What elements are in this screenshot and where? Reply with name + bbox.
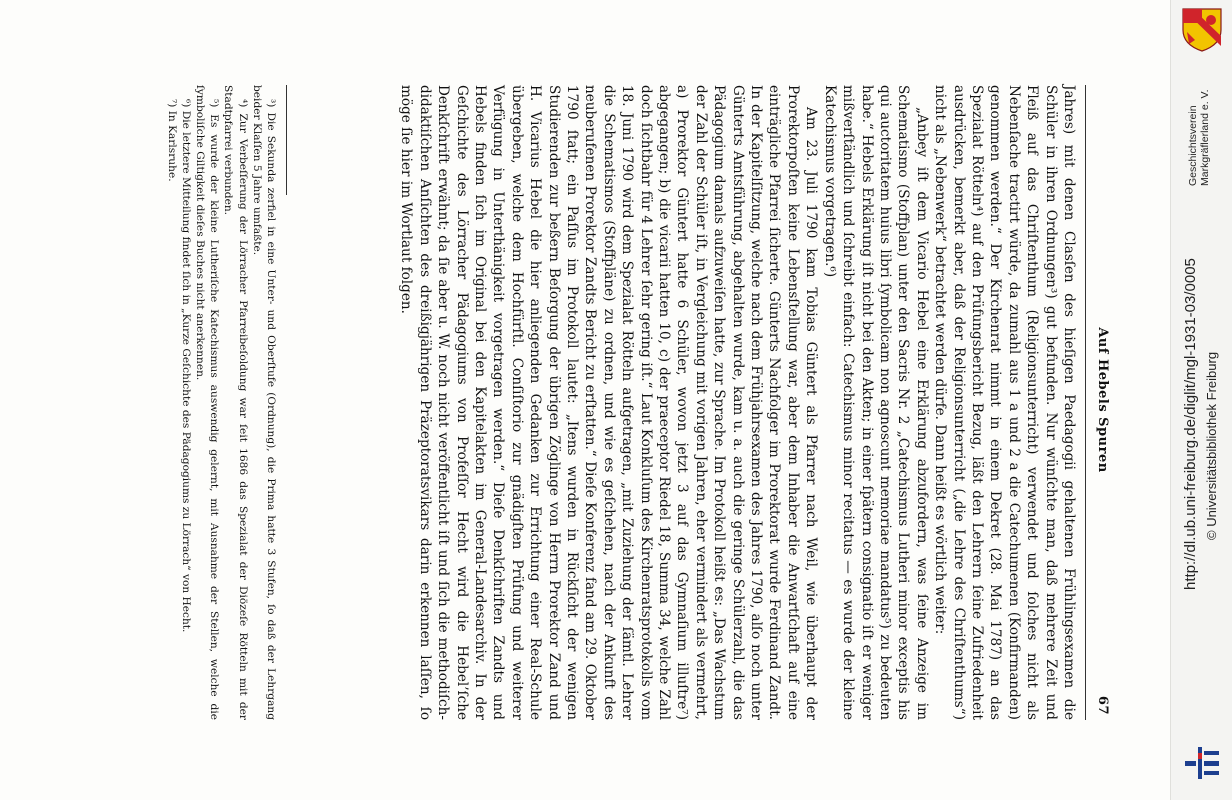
- head-rule: [1085, 85, 1086, 720]
- paragraph: Jahres) mit denen Clasſen des hieſigen Paedagogii gehaltenen Frühlingsexamen die Schüler in ihren Ordnungen³) gut befunden. Nur wünſchte man, daß mehrere Zeit und Fleiß auf das Chriſtenthum (Religionsunterricht) verwendet und ſolches nicht als Nebenſache tractirt würde, da zumahl aus 1 a und 2 a die Catechumenen (Konfirmanden) genommen werden.“ Der Kirchenrat nimmt in einem Dekret (28. Mai 1787) an das Spezialat Rötteln⁴) auf den Prüfungsbericht Bezug, läßt den Lehrern ſeine Zufriedenheit ausdrücken, bemerkt aber, daß der Religionsunterricht („die Lehre des Chriſtenthums“) nicht als „Nebenwerk“ betrachtet werden dürfe. Dann heißt es wörtlich weiter:: [932, 85, 1077, 720]
- running-head: [1086, 85, 1110, 715]
- footnote: ⁷) In Karlsruhe.: [165, 99, 178, 182]
- footnote: ⁴) Zur Verbeſſerung der Lörracher Pfarreibeſoldung war ſeit 1686 das Spezialat der Diözeſe Rötteln mit der Stadtpfarrei verbunden.: [222, 85, 249, 720]
- association-line-2: Markgräflerland e. V.: [1199, 89, 1211, 186]
- coat-of-arms-icon: [1179, 6, 1225, 52]
- footnote: ³) Die Sekunda zerfiel in eine Unter- und Oberſtufe (Ordnung), die Prima hatte 3 Stufen, ſo daß der Lehrgang beider Klaſſen 5 Jahre umfaßte.: [250, 85, 277, 720]
- running-title: Auf Hebels Spuren: [1095, 327, 1110, 473]
- page-number: 67: [1095, 695, 1110, 715]
- copyright-text: © Universitätsbibliothek Freiburg: [1204, 351, 1219, 540]
- library-sidebar: [1170, 0, 1232, 800]
- association-name: [1187, 90, 1211, 187]
- body-text: [397, 85, 1078, 720]
- footnote: ⁶) Die letztere Mitteilung findet ſich in „Kurze Geſchichte des Pädagogiums zu Lörrach“ von Hecht.: [179, 99, 192, 633]
- footnote-rule: [286, 85, 287, 195]
- footnotes: [164, 85, 278, 720]
- paragraph: Am 23. Juli 1790 kam Tobias Güntert als Pfarrer nach Weil, wie überhaupt der Prorektorpoſten keine Lebensſtellung war, aber dem Inhaber die Anwartſchaft auf eine einträgliche Pfarrei ſicherte. Günterts Nachfolger im Prorektorat wurde Ferdinand Zandt. In der Kapitelſitzung, welche nach dem Frühjahrsexamen des Jahres 1790, alſo noch unter Günterts Amtsführung, abgehalten wurde, kam u. a. auch die geringe Schülerzahl, die das Pädagogium damals aufzuweiſen hatte, zur Sprache. Im Protokoll heißt es: „Das Wachstum der Zahl der Schüler iſt, in Vergleichung mit vorigen Jahren, eher vermindert als vermehrt, a) Prorektor Güntert hatte 6 Schüler, wovon jetzt 3 auf das Gymnaſium illuſtre⁷) abgegangen; b) die vicarii hatten 10, c) der praeceptor Riedel 18, Summa 34, welche Zahl doch ſichtbahr für 4 Lehrer ſehr gering iſt.“ Laut Konkluſum des Kirchenratsprotokolls vom 18. Juni 1790 wird dem Spezialat Rötteln aufgetragen, „mit Zuziehung der ſämtl. Lehrer die Schematismos (Stoffpläne) zu ordnen, und wie es geſchehen, nach der Ankunft des neuberufenen Prorektor Zandts Bericht zu erſtatten.“ Dieſe Konferenz fand am 29. Oktober 1790 ſtatt; ein Paſſus im Protokoll lautet: „Itens wurden in Rückſicht der wenigen Studierenden zur beßern Beſorgung der übrigen Zöglinge von Herrn Prorektor Zand und H. Vicarius Hebel die hier anliegenden Gedanken zur Errichtung einer Real-Schule übergeben, welche dem Hochfürſtl. Conſiſtorio zur gnädigſten Prüfung und weiterer Verfügung in Unterthänigkeit vorgetragen werden.“ Dieſe Denkſchriften Zandts und Hebels finden ſich im Original bei den Kapitelakten im General-Landesarchiv. In der Geſchichte des Lörracher Pädagogiums von Profeſſor Hecht wird die Hebel’ſche Denkſchrift erwähnt; da ſie aber u. W. noch nicht veröffentlicht iſt und ſich die methodiſch-didaktiſchen Anſichten des dreißigjährigen Präzeptoratsvikars darin erkennen laſſen, ſo möge ſie hier im Wortlaut folgen.: [398, 85, 820, 720]
- footnote: ⁵) Es wurde der kleine Lutheriſche Katechismus auswendig gelernt, mit Ausnahme der Stellen, welche die ſymboliſche Giltigkeit dieſes Buches nicht anerkennen.: [193, 85, 221, 720]
- document-url-link[interactable]: http://dl.ub.uni-freiburg.de/diglit/mgl-1931-03/0005: [1182, 258, 1199, 590]
- paragraph: „Anbey iſt dem Vicario Hebel eine Erklärung abzufordern, was ſeine Anzeige im Schematismo (Stoffplan) unter den Sacris Nr. 2 „Catechismus Lutheri minor exceptis his qui auctoritatem huius libri ſymbolicam non agnoscunt memoriae mandatus⁵) zu bedeuten habe.“ Hebels Erklärung iſt nicht bei den Akten; in einer ſpätern consignatio iſt er weniger mißverſtändlich und ſchreibt einfach: Catechismus minor recitatus — es wurde der kleine Katechismus vorgetragen.⁶): [821, 85, 930, 720]
- association-line-1: Geschichtsverein: [1187, 105, 1199, 186]
- university-library-logo-icon: [1183, 745, 1221, 781]
